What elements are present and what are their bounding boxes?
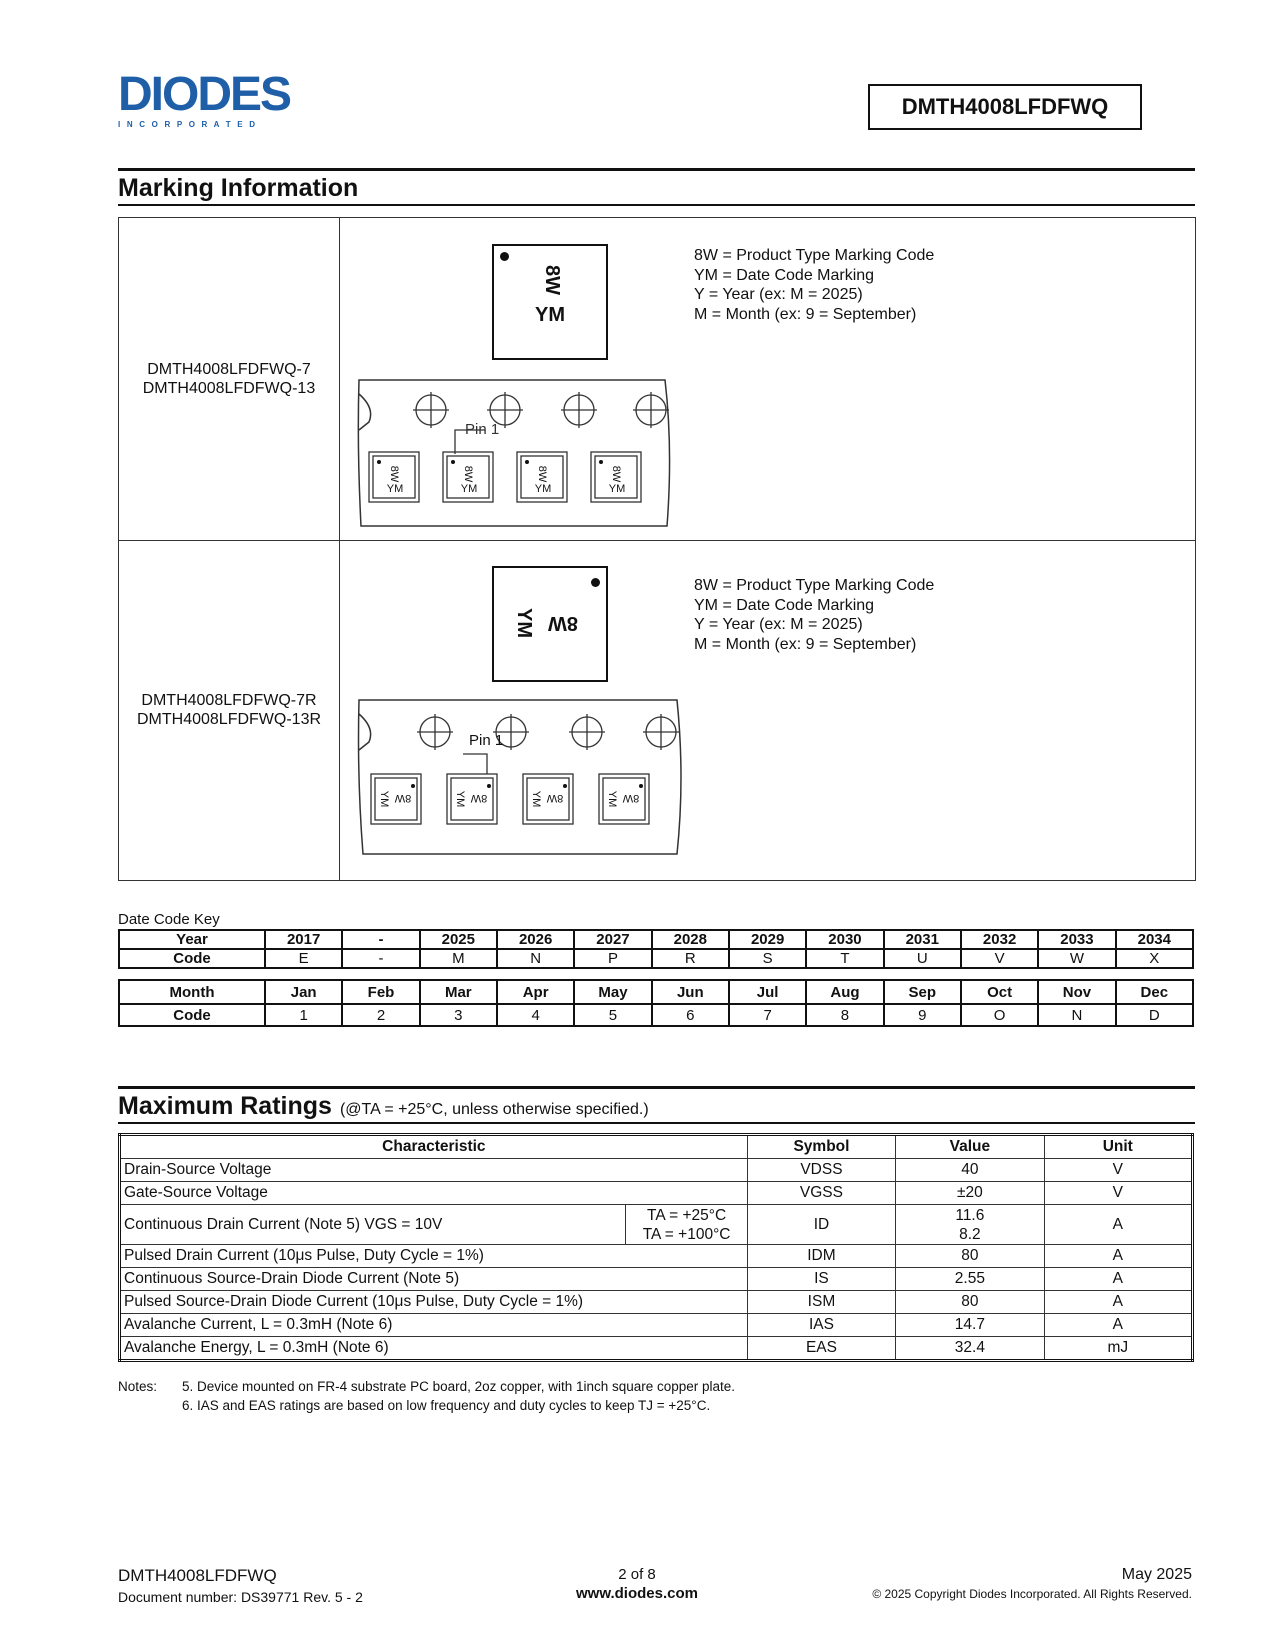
code-cell: 5 bbox=[574, 1004, 651, 1026]
footer-copyright: © 2025 Copyright Diodes Incorporated. All Rights Reserved. bbox=[872, 1587, 1192, 1601]
svg-text:YM: YM bbox=[378, 790, 390, 808]
marking-table bbox=[118, 217, 1196, 881]
ratings-row bbox=[120, 1245, 1193, 1268]
notes-section bbox=[118, 1377, 735, 1415]
code-cell: S bbox=[729, 949, 806, 968]
svg-text:8W: 8W bbox=[622, 792, 640, 804]
unit-cell: A bbox=[1044, 1314, 1192, 1337]
footer-right bbox=[872, 1566, 1192, 1601]
code-cell: 7 bbox=[729, 1004, 806, 1026]
month-cell: Apr bbox=[497, 980, 574, 1004]
code-cell: W bbox=[1038, 949, 1115, 968]
svg-text:8W: 8W bbox=[388, 465, 400, 483]
unit-cell: V bbox=[1044, 1159, 1192, 1182]
ratings-row bbox=[120, 1314, 1193, 1337]
year-header: Year bbox=[119, 930, 265, 949]
code-cell: X bbox=[1116, 949, 1193, 968]
svg-text:8W: 8W bbox=[536, 465, 548, 483]
svg-text:8W: 8W bbox=[546, 792, 564, 804]
footer-center bbox=[537, 1566, 737, 1602]
characteristic-cell: Pulsed Source-Drain Diode Current (10μs Pulse, Duty Cycle = 1%) bbox=[120, 1291, 748, 1314]
footer-website-link[interactable]: www.diodes.com bbox=[576, 1585, 698, 1602]
symbol-cell: IDM bbox=[747, 1245, 895, 1268]
code-cell: 3 bbox=[420, 1004, 497, 1026]
year-cell: 2034 bbox=[1116, 930, 1193, 949]
year-cell: 2029 bbox=[729, 930, 806, 949]
note-item: 6. IAS and EAS ratings are based on low frequency and duty cycles to keep TJ = +25°C. bbox=[182, 1398, 711, 1413]
unit-cell: mJ bbox=[1044, 1337, 1192, 1361]
code-cell: V bbox=[961, 949, 1038, 968]
ratings-row bbox=[120, 1268, 1193, 1291]
marking-legend bbox=[694, 576, 934, 654]
code-cell: O bbox=[961, 1004, 1038, 1026]
ratings-row bbox=[120, 1159, 1193, 1182]
symbol-cell: VDSS bbox=[747, 1159, 895, 1182]
condition-line: TA = +25°C bbox=[647, 1206, 727, 1224]
legend-line: YM = Date Code Marking bbox=[694, 596, 875, 614]
code-cell: 9 bbox=[884, 1004, 961, 1026]
month-row bbox=[119, 980, 1193, 1004]
svg-text:YM: YM bbox=[608, 483, 626, 495]
pin1-dot-icon bbox=[591, 578, 600, 587]
symbol-cell: VGSS bbox=[747, 1182, 895, 1205]
ratings-heading bbox=[118, 1092, 1195, 1121]
characteristic-cell: Pulsed Drain Current (10μs Pulse, Duty Cycle = 1%) bbox=[120, 1245, 748, 1268]
month-code-table bbox=[118, 979, 1194, 1027]
pin1-label: Pin 1 bbox=[469, 732, 504, 749]
month-code-row bbox=[119, 1004, 1193, 1026]
year-cell: 2030 bbox=[806, 930, 883, 949]
month-cell: Sep bbox=[884, 980, 961, 1004]
marking-row-standard bbox=[119, 218, 1195, 541]
code-cell: P bbox=[574, 949, 651, 968]
legend-line: 8W = Product Type Marking Code bbox=[694, 247, 935, 264]
footer-part: DMTH4008LFDFWQ bbox=[118, 1566, 277, 1585]
ratings-section-header bbox=[118, 1086, 1195, 1124]
notes-list bbox=[182, 1377, 735, 1415]
code-cell: E bbox=[265, 949, 342, 968]
value-cell: 32.4 bbox=[896, 1337, 1044, 1361]
month-cell: Feb bbox=[342, 980, 419, 1004]
year-cell: 2031 bbox=[884, 930, 961, 949]
header-part-number: DMTH4008LFDFWQ bbox=[868, 84, 1142, 130]
symbol-cell: EAS bbox=[747, 1337, 895, 1361]
month-cell: Jun bbox=[652, 980, 729, 1004]
product-code-text: 8W bbox=[548, 612, 578, 635]
legend-line: Y = Year (ex: M = 2025) bbox=[694, 286, 863, 303]
value-line: 8.2 bbox=[959, 1225, 981, 1243]
characteristic-cell: Drain-Source Voltage bbox=[120, 1159, 748, 1182]
symbol-cell: ISM bbox=[747, 1291, 895, 1314]
date-code-text: YM bbox=[513, 608, 536, 638]
symbol-cell: IAS bbox=[747, 1314, 895, 1337]
value-cell: 14.7 bbox=[896, 1314, 1044, 1337]
year-cell: - bbox=[342, 930, 419, 949]
ratings-header-row bbox=[120, 1135, 1193, 1159]
logo-wordmark: DIODES bbox=[118, 68, 291, 121]
svg-text:YM: YM bbox=[460, 483, 478, 495]
code-cell: R bbox=[652, 949, 729, 968]
legend-line: M = Month (ex: 9 = September) bbox=[694, 635, 917, 653]
year-cell: 2026 bbox=[497, 930, 574, 949]
characteristic-cell: Avalanche Energy, L = 0.3mH (Note 6) bbox=[120, 1337, 748, 1361]
header-value: Value bbox=[896, 1135, 1044, 1159]
svg-text:YM: YM bbox=[386, 483, 404, 495]
date-code-title: Date Code Key bbox=[118, 911, 220, 928]
part-number-label: DMTH4008LFDFWQ-7 bbox=[147, 361, 311, 378]
ratings-row bbox=[120, 1182, 1193, 1205]
value-cell: 2.55 bbox=[896, 1268, 1044, 1291]
code-cell: 2 bbox=[342, 1004, 419, 1026]
month-cell: Nov bbox=[1038, 980, 1115, 1004]
characteristic-cell: Continuous Source-Drain Diode Current (Note 5) bbox=[120, 1268, 748, 1291]
product-code-text: 8W bbox=[541, 265, 564, 295]
unit-cell: A bbox=[1044, 1205, 1192, 1245]
header-symbol: Symbol bbox=[747, 1135, 895, 1159]
chip-marking-diagram bbox=[492, 566, 608, 682]
month-cell: Jan bbox=[265, 980, 342, 1004]
notes-label: Notes: bbox=[118, 1379, 158, 1394]
characteristic-cell: Avalanche Current, L = 0.3mH (Note 6) bbox=[120, 1314, 748, 1337]
unit-cell: A bbox=[1044, 1291, 1192, 1314]
diodes-logo bbox=[118, 68, 338, 132]
symbol-cell: IS bbox=[747, 1268, 895, 1291]
year-cell: 2033 bbox=[1038, 930, 1115, 949]
value-cell: ±20 bbox=[896, 1182, 1044, 1205]
legend-line: YM = Date Code Marking bbox=[694, 266, 875, 284]
characteristic-cell: Continuous Drain Current (Note 5) VGS = 10V bbox=[120, 1205, 626, 1245]
code-cell: N bbox=[1038, 1004, 1115, 1026]
svg-text:8W: 8W bbox=[610, 465, 622, 483]
month-cell: May bbox=[574, 980, 651, 1004]
month-header: Month bbox=[119, 980, 265, 1004]
month-cell: Mar bbox=[420, 980, 497, 1004]
footer-left bbox=[118, 1566, 363, 1605]
code-header: Code bbox=[119, 949, 265, 968]
month-cell: Jul bbox=[729, 980, 806, 1004]
marking-row-reverse bbox=[119, 540, 1195, 880]
year-code-row bbox=[119, 949, 1193, 968]
legend-line: 8W = Product Type Marking Code bbox=[694, 577, 935, 594]
svg-text:YM: YM bbox=[530, 790, 542, 808]
header-characteristic: Characteristic bbox=[120, 1135, 748, 1159]
unit-cell: A bbox=[1044, 1268, 1192, 1291]
marking-title: Marking Information bbox=[118, 174, 359, 202]
year-cell: 2025 bbox=[420, 930, 497, 949]
code-cell: D bbox=[1116, 1004, 1193, 1026]
footer-date: May 2025 bbox=[1121, 1566, 1192, 1583]
code-cell: 6 bbox=[652, 1004, 729, 1026]
marking-part-list bbox=[119, 540, 340, 880]
tape-reel-diagram bbox=[355, 378, 685, 528]
part-number-label: DMTH4008LFDFWQ-13 bbox=[142, 380, 316, 397]
svg-text:8W: 8W bbox=[470, 792, 488, 804]
code-cell: 8 bbox=[806, 1004, 883, 1026]
code-header: Code bbox=[119, 1004, 265, 1026]
value-cell: 40 bbox=[896, 1159, 1044, 1182]
pin1-dot-icon bbox=[500, 252, 509, 261]
chip-marking-diagram bbox=[492, 244, 608, 360]
date-code-text: YM bbox=[535, 304, 565, 326]
year-cell: 2028 bbox=[652, 930, 729, 949]
code-cell: T bbox=[806, 949, 883, 968]
note-item: 5. Device mounted on FR-4 substrate PC board, 2oz copper, with 1inch square copper plate. bbox=[182, 1379, 736, 1394]
unit-cell: A bbox=[1044, 1245, 1192, 1268]
characteristic-cell: Gate-Source Voltage bbox=[120, 1182, 748, 1205]
year-cell: 2027 bbox=[574, 930, 651, 949]
code-cell: - bbox=[342, 949, 419, 968]
value-line: 11.6 bbox=[955, 1206, 985, 1224]
marking-legend bbox=[694, 246, 934, 324]
pin1-label: Pin 1 bbox=[465, 421, 500, 438]
legend-line: Y = Year (ex: M = 2025) bbox=[694, 616, 863, 633]
header-unit: Unit bbox=[1044, 1135, 1192, 1159]
unit-cell: V bbox=[1044, 1182, 1192, 1205]
marking-section-header bbox=[118, 168, 1195, 206]
svg-text:YM: YM bbox=[534, 483, 552, 495]
svg-text:YM: YM bbox=[606, 790, 618, 808]
ratings-title: Maximum Ratings bbox=[118, 1092, 332, 1120]
part-number-label: DMTH4008LFDFWQ-13R bbox=[136, 711, 322, 728]
value-cell: 80 bbox=[896, 1291, 1044, 1314]
value-cell bbox=[896, 1205, 1044, 1245]
month-cell: Aug bbox=[806, 980, 883, 1004]
year-code-table bbox=[118, 929, 1194, 969]
year-cell: 2032 bbox=[961, 930, 1038, 949]
month-cell: Dec bbox=[1116, 980, 1193, 1004]
legend-line: M = Month (ex: 9 = September) bbox=[694, 305, 917, 323]
month-cell: Oct bbox=[961, 980, 1038, 1004]
symbol-cell: ID bbox=[747, 1205, 895, 1245]
notes-block bbox=[118, 1377, 735, 1415]
ratings-row bbox=[120, 1291, 1193, 1314]
condition-cell bbox=[626, 1205, 747, 1245]
logo-subtext: I N C O R P O R A T E D bbox=[118, 120, 258, 129]
ratings-subtitle: (@TA = +25°C, unless otherwise specified.) bbox=[339, 1101, 649, 1118]
year-row bbox=[119, 930, 1193, 949]
code-cell: U bbox=[884, 949, 961, 968]
ratings-row bbox=[120, 1205, 1193, 1245]
value-cell: 80 bbox=[896, 1245, 1044, 1268]
footer-page: 2 of 8 bbox=[618, 1566, 656, 1583]
max-ratings-table bbox=[118, 1133, 1194, 1362]
part-number-label: DMTH4008LFDFWQ-7R bbox=[141, 692, 317, 709]
marking-part-list bbox=[119, 218, 340, 540]
svg-text:8W: 8W bbox=[394, 792, 412, 804]
code-cell: N bbox=[497, 949, 574, 968]
tape-reel-diagram bbox=[355, 698, 695, 858]
footer-doc-number: Document number: DS39771 Rev. 5 - 2 bbox=[118, 1589, 363, 1605]
code-cell: 1 bbox=[265, 1004, 342, 1026]
svg-text:YM: YM bbox=[454, 790, 466, 808]
code-cell: M bbox=[420, 949, 497, 968]
condition-line: TA = +100°C bbox=[642, 1225, 731, 1243]
year-cell: 2017 bbox=[265, 930, 342, 949]
svg-text:8W: 8W bbox=[462, 465, 474, 483]
code-cell: 4 bbox=[497, 1004, 574, 1026]
ratings-row bbox=[120, 1337, 1193, 1361]
